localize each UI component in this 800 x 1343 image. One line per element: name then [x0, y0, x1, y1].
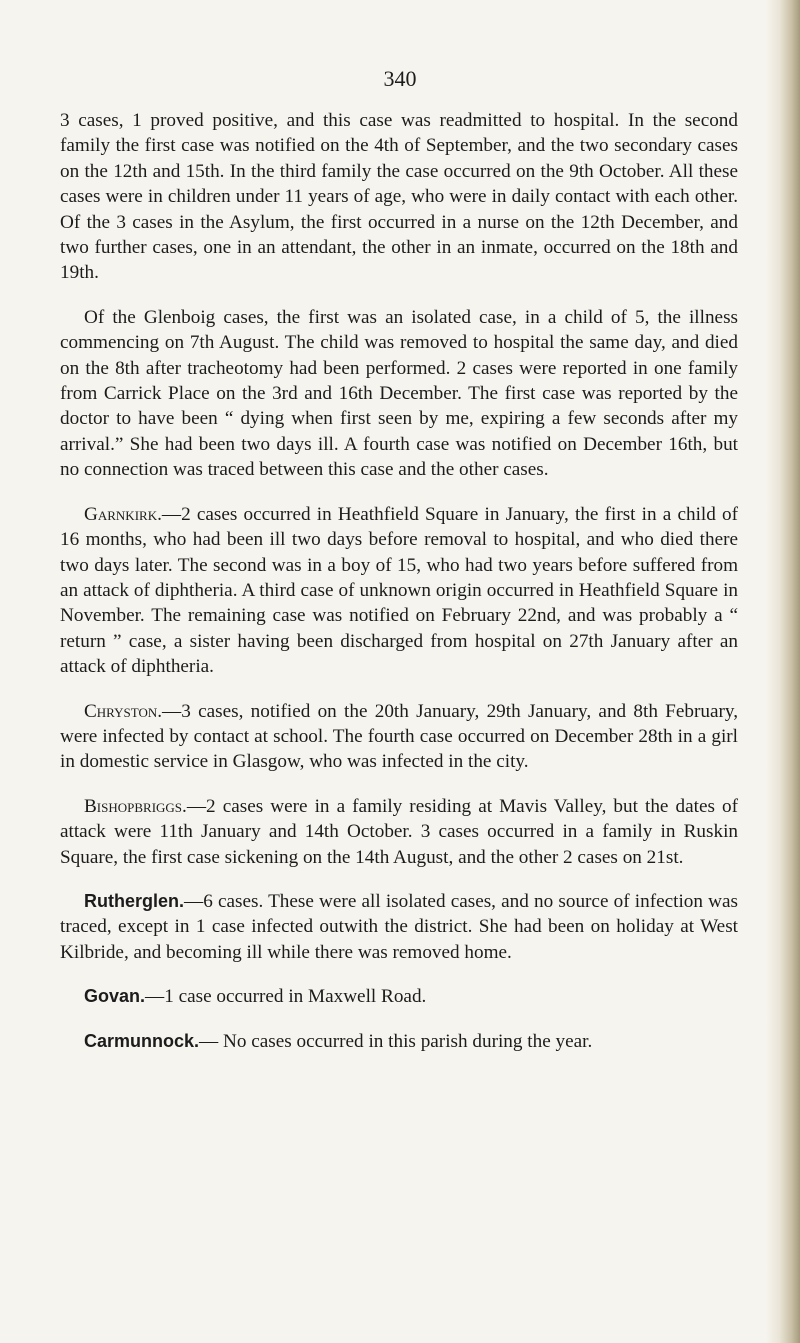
paragraph-bishopbriggs	[60, 794, 738, 870]
section-heading-rutherglen: Rutherglen.	[84, 890, 185, 911]
paragraph-asylum	[60, 108, 738, 286]
paragraph-body: —1 case occurred in Maxwell Road.	[145, 986, 427, 1008]
paragraph-rutherglen	[60, 889, 738, 965]
paragraph-body: 3 cases, 1 proved positive, and this case was readmitted to hospital. In the second family the first case was notified on the 4th of September, and the two secondary cases on the 12th and 15th. In the third family the case occurred on the 9th October. All these cases were in children under 11 years of age, who were in daily contact with each other. Of the 3 cases in the Asylum, the first occurred in a nurse on the 12th December, and two further cases, one in an attendant, the other in an inmate, occurred on the 18th and 19th.	[60, 110, 738, 284]
report-body	[60, 108, 738, 1073]
paragraph-body: —2 cases occurred in Heathfield Square in January, the first in a child of 16 months, who had been ill two days before removal to hospital, and who died there two days later. The second was in a boy of 15, who had two years before suffered from an attack of diphtheria. A third case of unknown origin occurred in Heathfield Square in November. The remaining case was notified on February 22nd, and was probably a “ return ” case, a sister having been discharged from hospital on 27th January after an attack of diphtheria.	[60, 503, 738, 678]
paragraph-body: Of the Glenboig cases, the first was an isolated case, in a child of 5, the illness commencing on 7th August. The child was removed to hospital the same day, and died on the 8th after tracheotomy had been performed. 2 cases were reported in one family from Carrick Place on the 3rd and 16th December. The first case was reported by the doctor to have been “ dying when first seen by me, expiring a few seconds after my arrival.” She had been two days ill. A fourth case was notified on December 16th, but no connection was traced between this case and the other cases.	[60, 306, 738, 481]
section-heading-garnkirk: Garnkirk.	[84, 503, 162, 525]
paragraph-body: — No cases occurred in this parish during the year.	[199, 1030, 593, 1052]
paragraph-body: —6 cases. These were all isolated cases, and no source of infection was traced, except in 1 case infected outwith the district. She had been on holiday at West Kilbride, and becoming ill while there was removed home.	[60, 890, 738, 963]
paragraph-carmunnock	[60, 1029, 738, 1054]
page-edge-shadow	[766, 0, 800, 1343]
section-heading-carmunnock: Carmunnock.	[84, 1030, 200, 1051]
page-number: 340	[383, 66, 417, 91]
section-heading-chryston: Chryston.	[84, 700, 163, 722]
paragraph-chryston	[60, 699, 738, 775]
paragraph-govan	[60, 984, 738, 1009]
paragraph-body: —3 cases, notified on the 20th January, 29th January, and 8th February, were infected by contact at school. The fourth case occurred on December 28th in a girl in domestic service in Glasgow, who was infected in the city.	[60, 700, 738, 773]
section-heading-govan: Govan.	[84, 986, 146, 1007]
section-heading-bishopbriggs: Bishopbriggs.	[84, 795, 187, 817]
paragraph-glenboig	[60, 305, 738, 483]
paragraph-garnkirk	[60, 502, 738, 680]
paragraph-body: —2 cases were in a family residing at Mavis Valley, but the dates of attack were 11th January and 14th October. 3 cases occurred in a family in Ruskin Square, the first case sickening on the 14th August, and the other 2 cases on 21st.	[60, 795, 738, 868]
